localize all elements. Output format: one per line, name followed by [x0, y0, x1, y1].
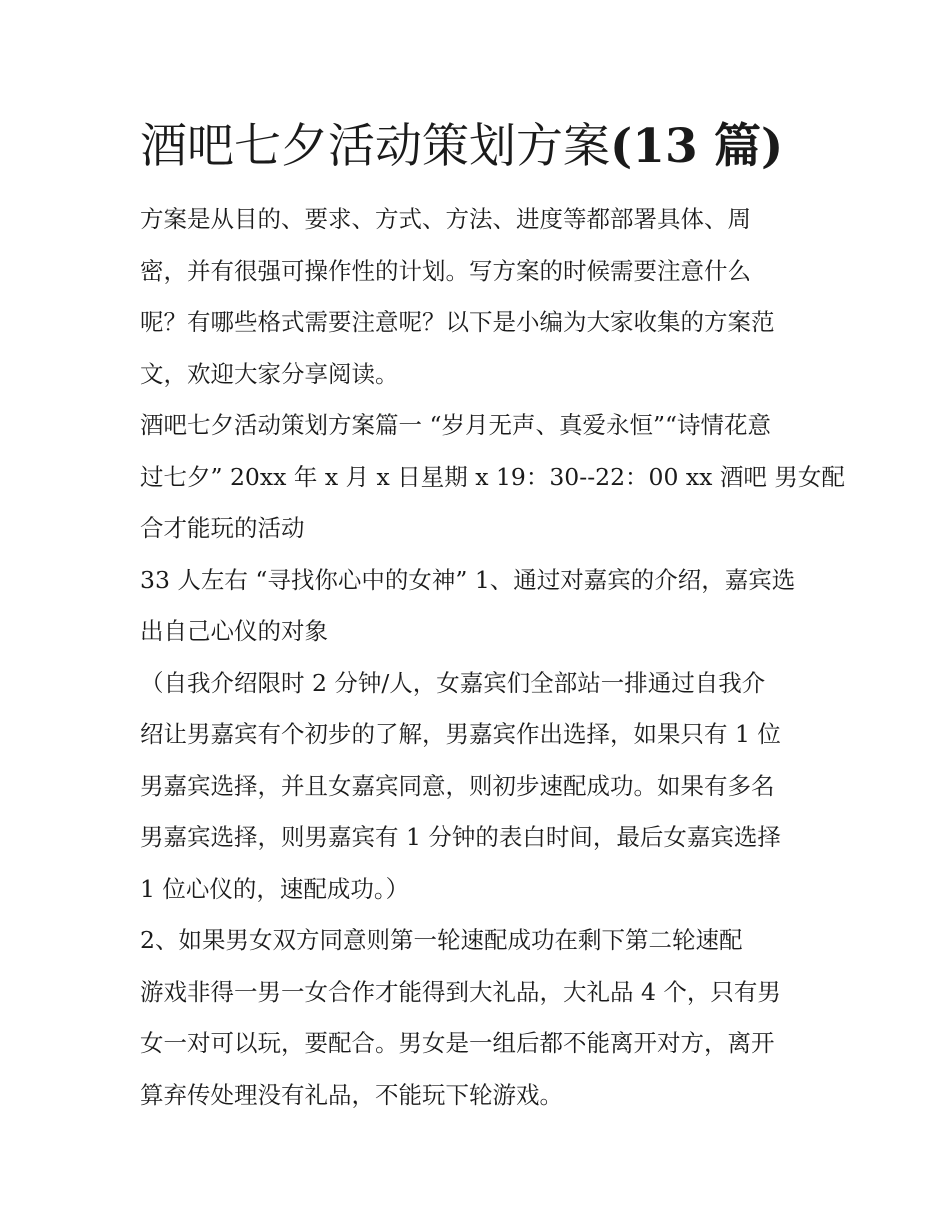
text-line: 方案是从目的、要求、方式、方法、进度等都部署具体、周 — [140, 205, 751, 233]
text-line: 33 人左右 “寻找你心中的女神” 1、通过对嘉宾的介绍，嘉宾选 — [140, 565, 796, 594]
text-line: 游戏非得一男一女合作才能得到大礼品，大礼品 4 个，只有男 — [140, 977, 781, 1006]
text-line: 2、如果男女双方同意则第一轮速配成功在剩下第二轮速配 — [140, 926, 743, 954]
text-line: 算弃传处理没有礼品，不能玩下轮游戏。 — [140, 1080, 563, 1109]
text-line: 男嘉宾选择，并且女嘉宾同意，则初步速配成功。如果有多名 — [140, 771, 775, 800]
text-line: 绍让男嘉宾有个初步的了解，男嘉宾作出选择，如果只有 1 位 — [140, 720, 781, 748]
text-line: 密，并有很强可操作性的计划。写方案的时候需要注意什么 — [140, 256, 751, 285]
title-suffix: (13 篇) — [610, 119, 784, 174]
document-body — [140, 194, 845, 1121]
document-page — [140, 116, 845, 1121]
text-line: 男嘉宾选择，则男嘉宾有 1 分钟的表白时间，最后女嘉宾选择 — [140, 823, 781, 851]
title-main: 酒吧七夕活动策划方案 — [140, 119, 610, 174]
text-line: 呢？有哪些格式需要注意呢？以下是小编为大家收集的方案范 — [140, 308, 775, 336]
document-title — [140, 116, 820, 178]
text-line: 出自己心仪的对象 — [140, 617, 328, 645]
text-line: （自我介绍限时 2 分钟/人，女嘉宾们全部站一排通过自我介 — [140, 668, 766, 697]
text-line: 女一对可以玩，要配合。男女是一组后都不能离开对方，离开 — [140, 1029, 775, 1057]
text-line: 合才能玩的活动 — [140, 514, 305, 542]
text-line: 1 位心仪的，速配成功。） — [140, 874, 410, 903]
text-line: 酒吧七夕活动策划方案篇一 “岁月无声、真爱永恒”“诗情花意 — [140, 411, 772, 439]
text-line: 文，欢迎大家分享阅读。 — [140, 359, 399, 388]
text-line: 过七夕” 20xx 年 x 月 x 日星期 x 19：30--22：00 xx 酒吧 男女配 — [140, 462, 845, 491]
